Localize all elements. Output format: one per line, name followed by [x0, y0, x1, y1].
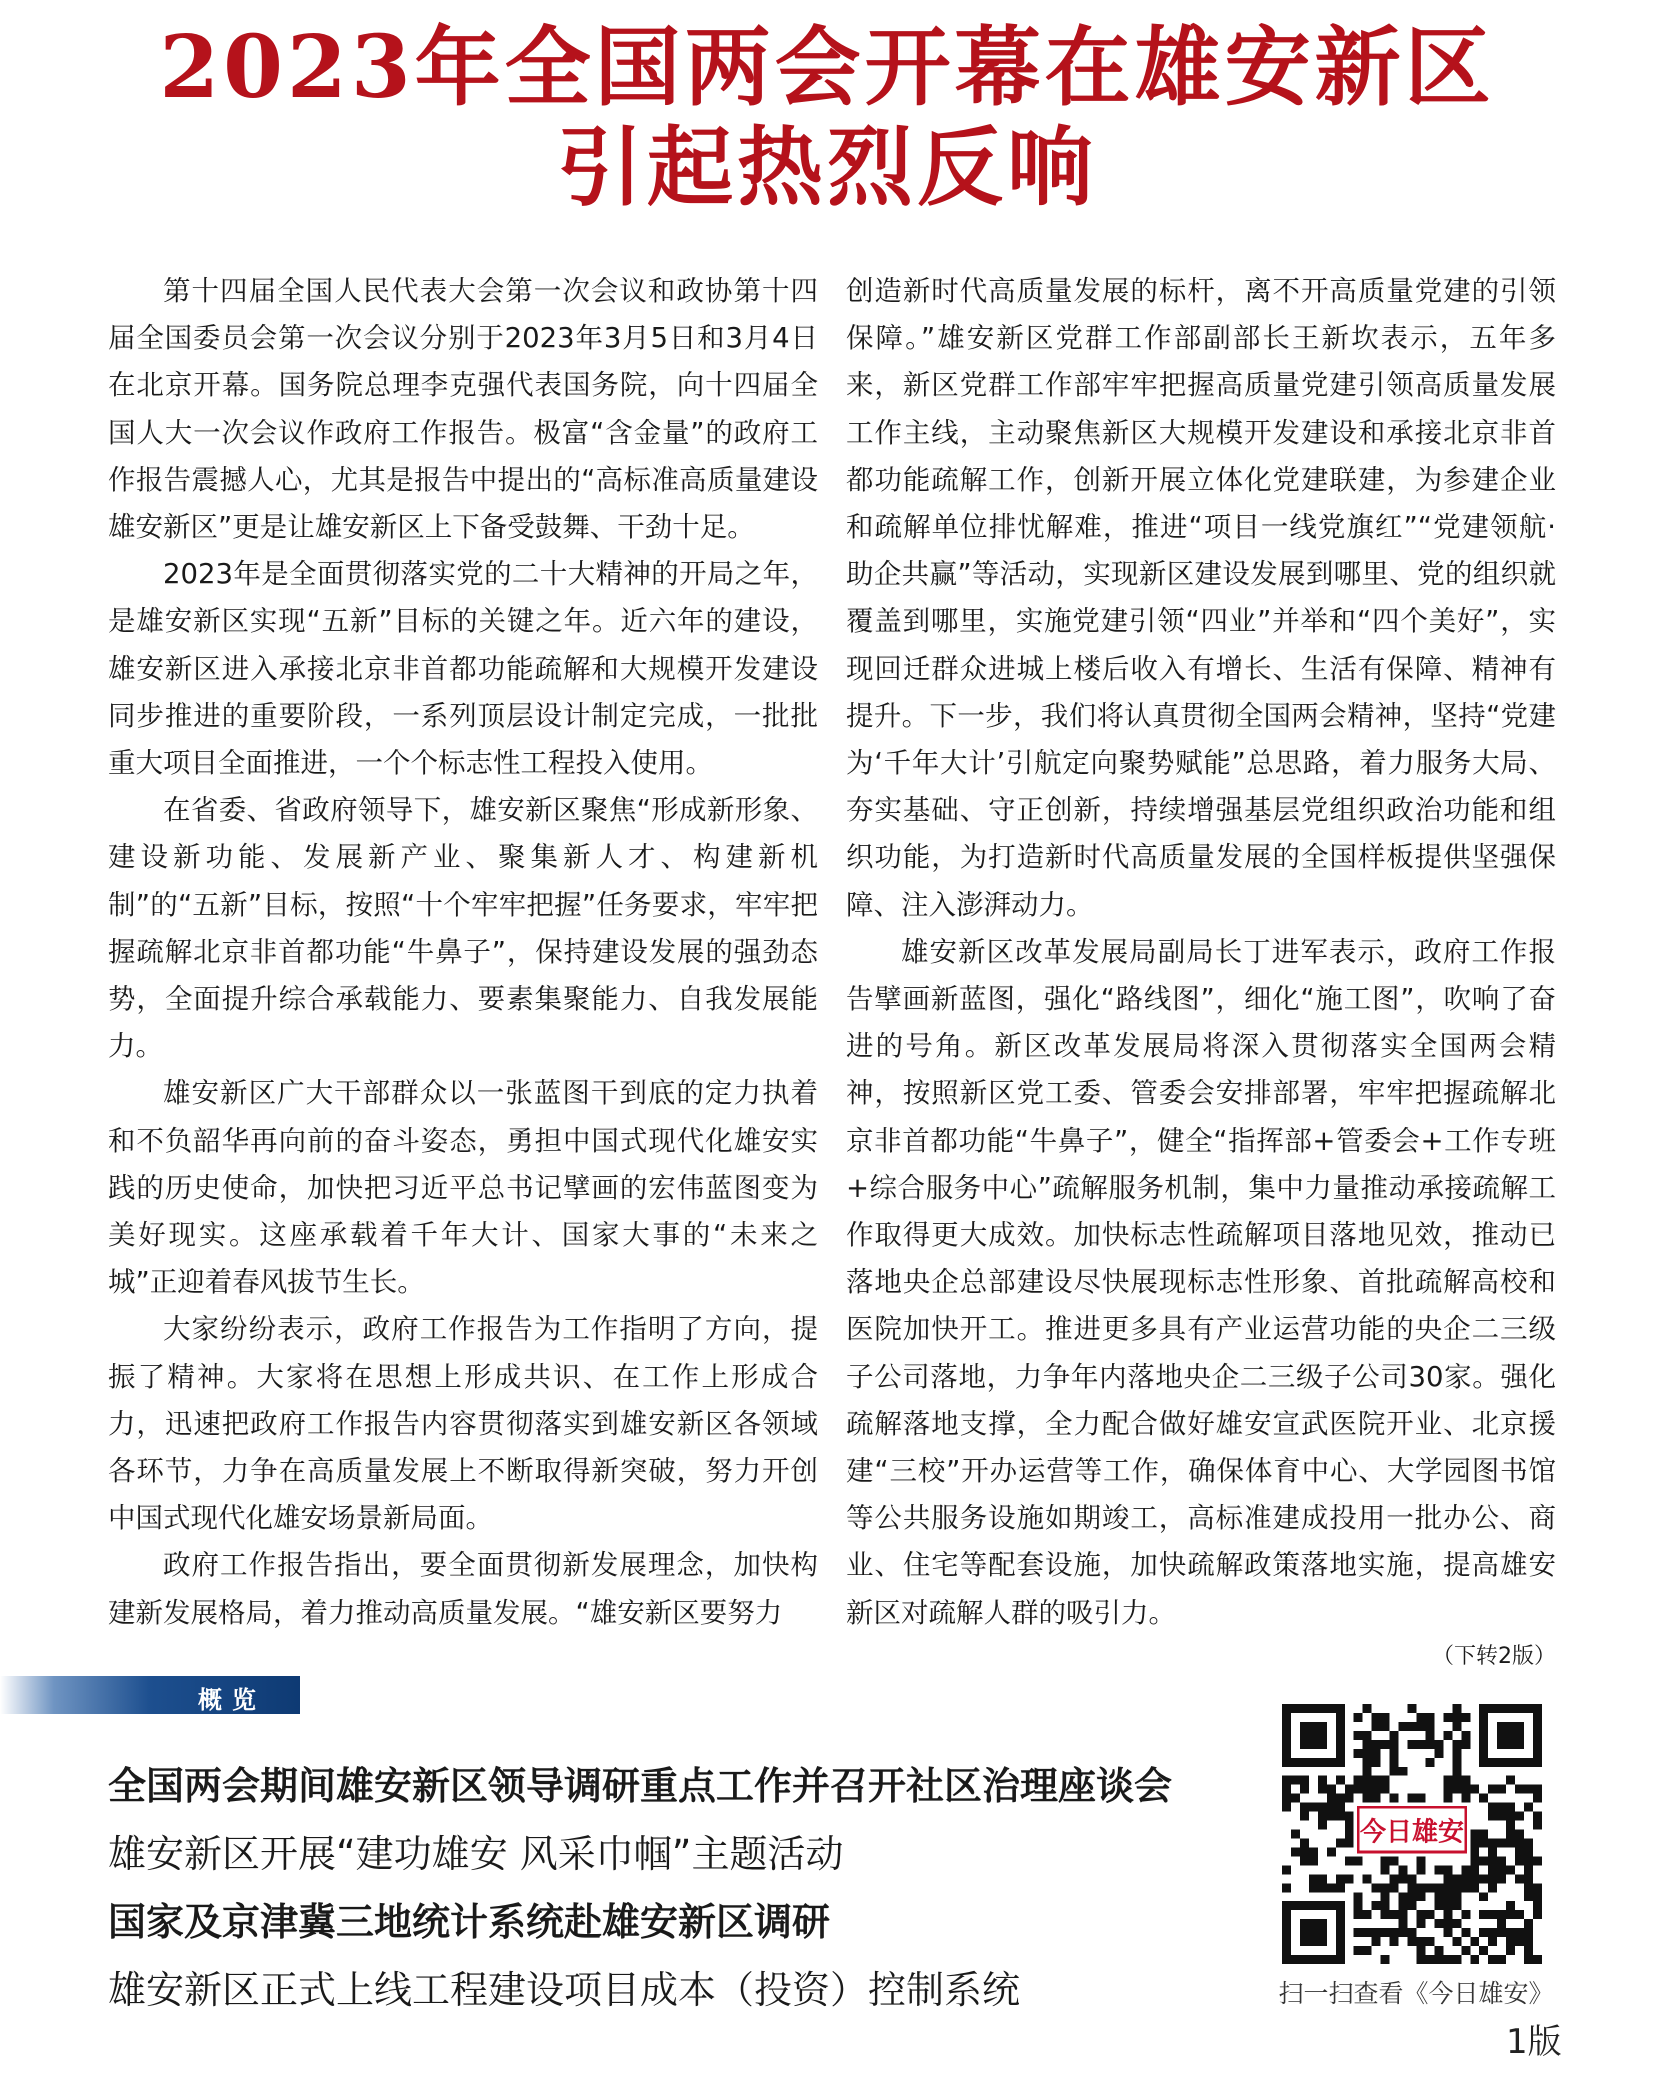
article-paragraph: 雄安新区广大干部群众以一张蓝图干到底的定力执着和不负韶华再向前的奋斗姿态，勇担中国式现代化雄安实践的历史使命，加快把习近平总书记擘画的宏伟蓝图变为美好现实。这座承载着千年大计、国家大事的“未来之城”正迎着春风拔节生长。	[108, 1077, 818, 1299]
continued-note: （下转2版）	[1432, 1643, 1556, 1669]
qr-caption: 扫一扫查看《今日雄安》	[1278, 1979, 1554, 2008]
overview-item[interactable]: 国家及京津冀三地统计系统赴雄安新区调研	[108, 1900, 831, 1944]
overview-label: 概览	[198, 1686, 266, 1714]
article-paragraph: 2023年是全面贯彻落实党的二十大精神的开局之年，是雄安新区实现“五新”目标的关键之年。近六年的建设，雄安新区进入承接北京非首都功能疏解和大规模开发建设同步推进的重要阶段，一系列顶层设计制定完成，一批批重大项目全面推进，一个个标志性工程投入使用。	[108, 558, 818, 780]
overview-section-bar	[0, 1676, 300, 1714]
page-number: 1版	[1506, 2022, 1562, 2062]
qr-code[interactable]	[1282, 1704, 1542, 1964]
article-paragraph: 大家纷纷表示，政府工作报告为工作指明了方向，提振了精神。大家将在思想上形成共识、在工作上形成合力，迅速把政府工作报告内容贯彻落实到雄安新区各领域各环节，力争在高质量发展上不断取得新突破，努力开创中国式现代化雄安场景新局面。	[108, 1313, 818, 1535]
overview-item[interactable]: 雄安新区开展“建功雄安 风采巾帼”主题活动	[108, 1832, 844, 1876]
article-paragraph: 在省委、省政府领导下，雄安新区聚焦“形成新形象、建设新功能、发展新产业、聚集新人才、构建新机制”的“五新”目标，按照“十个牢牢把握”任务要求，牢牢把握疏解北京非首都功能“牛鼻子”，保持建设发展的强劲态势，全面提升综合承载能力、要素集聚能力、自我发展能力。	[108, 794, 818, 1063]
article-paragraph: 政府工作报告指出，要全面贯彻新发展理念，加快构建新发展格局，着力推动高质量发展。“雄安新区要努力	[108, 1549, 818, 1629]
qr-center-label: 今日雄安	[1359, 1817, 1465, 1848]
article-paragraph: 创造新时代高质量发展的标杆，离不开高质量党建的引领保障。”雄安新区党群工作部副部长王新坎表示，五年多来，新区党群工作部牢牢把握高质量党建引领高质量发展工作主线，主动聚焦新区大规模开发建设和承接北京非首都功能疏解工作，创新开展立体化党建联建，为参建企业和疏解单位排忧解难，推进“项目一线党旗红”“党建领航·助企共赢”等活动，实现新区建设发展到哪里、党的组织就覆盖到哪里，实施党建引领“四业”并举和“四个美好”，实现回迁群众进城上楼后收入有增长、生活有保障、精神有提升。下一步，我们将认真贯彻全国两会精神，坚持“党建为‘千年大计’引航定向聚势赋能”总思路，着力服务大局、夯实基础、守正创新，持续增强基层党组织政治功能和组织功能，为打造新时代高质量发展的全国样板提供坚强保障、注入澎湃动力。	[846, 275, 1556, 921]
article-paragraph: 雄安新区改革发展局副局长丁进军表示，政府工作报告擘画新蓝图，强化“路线图”，细化“施工图”，吹响了奋进的号角。新区改革发展局将深入贯彻落实全国两会精神，按照新区党工委、管委会安排部署，牢牢把握疏解北京非首都功能“牛鼻子”，健全“指挥部+管委会+工作专班+综合服务中心”疏解服务机制，集中力量推动承接疏解工作取得更大成效。加快标志性疏解项目落地见效，推动已落地央企总部建设尽快展现标志性形象、首批疏解高校和医院加快开工。推进更多具有产业运营功能的央企二三级子公司落地，力争年内落地央企二三级子公司30家。强化疏解落地支撑，全力配合做好雄安宣武医院开业、北京援建“三校”开办运营等工作，确保体育中心、大学园图书馆等公共服务设施如期竣工，高标准建成投用一批办公、商业、住宅等配套设施，加快疏解政策落地实施，提高雄安新区对疏解人群的吸引力。	[846, 935, 1556, 1629]
overview-item[interactable]: 全国两会期间雄安新区领导调研重点工作并召开社区治理座谈会	[108, 1764, 1173, 1808]
overview-item[interactable]: 雄安新区正式上线工程建设项目成本（投资）控制系统	[108, 1968, 1021, 2012]
article-right-column	[846, 268, 1556, 1680]
article-left-column	[108, 268, 818, 1637]
overview-headlines	[108, 1752, 1238, 2024]
headline-line-1: 2023年全国两会开幕在雄安新区	[159, 17, 1495, 118]
headline-line-2: 引起热烈反响	[557, 117, 1097, 218]
article-paragraph: 第十四届全国人民代表大会第一次会议和政协第十四届全国委员会第一次会议分别于2023年3月5日和3月4日在北京开幕。国务院总理李克强代表国务院，向十四届全国人大一次会议作政府工作报告。极富“含金量”的政府工作报告震撼人心，尤其是报告中提出的“高标准高质量建设雄安新区”更是让雄安新区上下备受鼓舞、干劲十足。	[108, 275, 818, 544]
